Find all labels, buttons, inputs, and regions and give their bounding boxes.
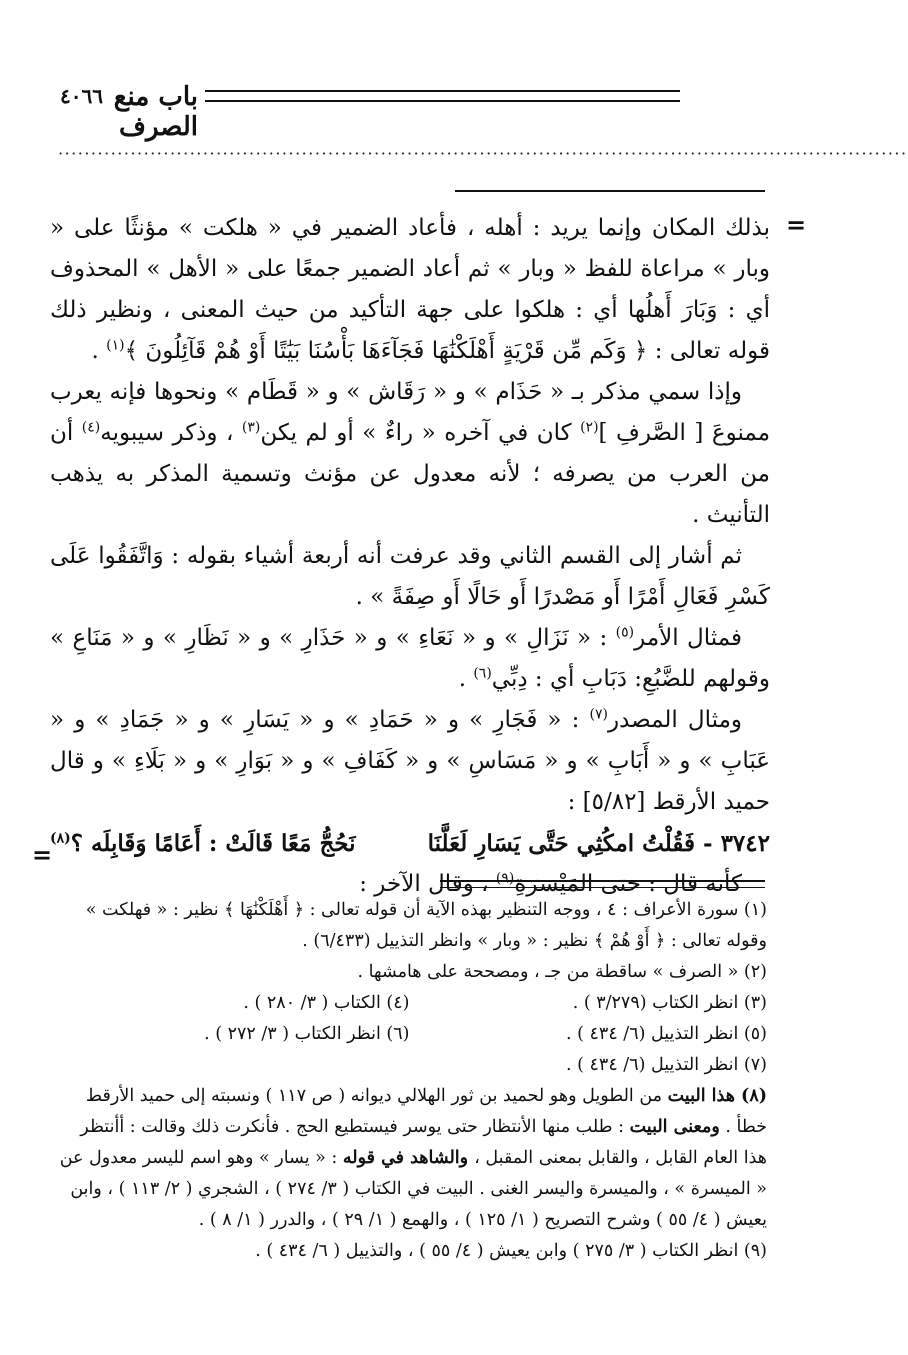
footnote-ref-8: (٨) xyxy=(50,830,71,847)
paragraph-1 xyxy=(50,208,770,372)
paragraph-4-text-b: : « نَزَالِ » و « نَعَاءِ » و « حَذَارِ » و « نَظَارِ » و « مَنَاعِ » وقولهم للضَّبُعِ: دَبَابِ أي : دِبِّي xyxy=(50,625,770,692)
dotted-separator: ································································································································· xyxy=(58,144,908,163)
footnote-8-label-3: والشاهد في قوله xyxy=(342,1148,475,1168)
footnotes xyxy=(52,895,767,1267)
paragraph-6-text-a: كأنه قال : حتى المَيْسرَةِ xyxy=(514,871,742,897)
paragraph-1-text: بذلك المكان وإنما يريد : أهله ، فأعاد الضمير في « هلكت » مؤنثًا على « وبار » مراعاة للفظ « وبار » ثم أعاد الضمير جمعًا على « الأهل » المحذوف أي : وَبَارَ أَهلُها أي : هلكوا على جهة التأكيد من حيث المعنى ، ونظير ذلك قوله تعالى : ﴿ وَكَم مِّن قَرْيَةٍ أَهْلَكْنَٰهَا فَجَآءَهَا بَأْسُنَا بَيَٰتًا أَوْ هُمْ قَآئِلُونَ ﴾ xyxy=(50,215,770,364)
paragraph-1-end: . xyxy=(91,338,107,364)
footnote-row-5-6 xyxy=(52,1019,767,1050)
footnote-7: (٧) انظر التذييل (٦/ ٤٣٤ ) . xyxy=(566,1055,767,1075)
paragraph-5 xyxy=(50,700,770,823)
footnote-4: (٤) الكتاب ( ٣/ ٢٨٠ ) . xyxy=(243,993,410,1013)
footnote-8-text-c: : « يسار » وهو اسم لليسر معدول عن « الميسرة » ، والميسرة واليسر الغنى . البيت في الكتاب ( ٣/ ٢٧٤ ) ، الشجري ( ٢/ ١١٣ ) ، وابن يعيش ( ٤/ ٥٥ ) وشرح التصريح ( ١/ ١٢٥ ) ، والهمع ( ١/ ٢٩ ) ، والدرر ( ١/ ٨ ) . xyxy=(59,1148,767,1230)
footnote-2: (٢) « الصرف » ساقطة من جـ ، ومصححة على هامشها . xyxy=(357,962,767,982)
paragraph-6-text-b: ، وقال الآخر : xyxy=(359,871,496,897)
footnote-ref-1: (١) xyxy=(106,337,125,354)
footnote-ref-3: (٣) xyxy=(241,419,261,436)
paragraph-5-text-b: : « فَجَارِ » و « حَمَادِ » و « يَسَارِ » و « جَمَادِ » و « عَبَابِ » و « أَبَابِ » و « مَسَاسِ » و « كَفَافِ » و « بَوَارِ » و « بَلَاءِ » و قال حميد الأرقط [٥/٨٢] : xyxy=(50,707,770,815)
paragraph-2-text-d: أن من العرب من يصرفه ؛ لأنه معدول عن مؤنث وتسمية المذكر به يذهب التأنيث . xyxy=(50,420,770,528)
paragraph-4 xyxy=(50,618,770,700)
main-text xyxy=(50,208,770,905)
footnote-rule xyxy=(440,880,765,888)
chapter-title: باب منع الصرف xyxy=(113,82,198,142)
footnote-ref-2: (٢) xyxy=(580,419,599,436)
continuation-mark-top: = xyxy=(786,210,807,239)
footnote-ref-9: (٩) xyxy=(495,870,515,887)
footnote-6: (٦) انظر الكتاب ( ٣/ ٢٧٢ ) . xyxy=(204,1024,410,1044)
footnote-8 xyxy=(52,1081,767,1236)
footnote-ref-7: (٧) xyxy=(589,706,608,723)
continuation-mark-bottom: = xyxy=(32,840,53,869)
paragraph-5-text-a: ومثال المصدر xyxy=(607,707,742,733)
footnote-8-label-2: ومعنى البيت xyxy=(629,1117,720,1137)
footnote-ref-6: (٦) xyxy=(473,665,492,682)
paragraph-2-text-c: ، وذكر سيبويه xyxy=(100,420,242,446)
paragraph-3: ثم أشار إلى القسم الثاني وقد عرفت أنه أربعة أشياء بقوله : وَاتَّفَقُوا عَلَى كَسْرِ فَعَالِ أَمْرًا أَو مَصْدرًا أَو حَالًا أَو صِفَةً » . xyxy=(50,543,770,610)
footnote-8-label: (٨) هذا البيت xyxy=(667,1086,767,1106)
footnote-8-text-a: من الطويل وهو لحميد بن ثور الهلالي ديوانه ( ص ١١٧ ) ونسبته إلى حميد الأرقط خطأ . xyxy=(85,1086,767,1137)
footnote-ref-4: (٤) xyxy=(81,419,101,436)
paragraph-4-text-a: فمثال الأمر xyxy=(634,625,742,651)
footnote-1: (١) سورة الأعراف : ٤ ، ووجه التنظير بهذه الآية أن قوله تعالى : ﴿ أَهْلَكْنَٰهَا ﴾ نظير : « فهلكت » وقوله تعالى : ﴿ أَوْ هُمْ ﴾ نظير : « وبار » وانظر التذييل (٦/٤٣٣) . xyxy=(85,900,767,951)
footnote-ref-5: (٥) xyxy=(615,624,635,641)
verse-second-text: نَحُجُّ مَعًا قَالَتْ : أَعَامًا وَقَابِلَه ؟ xyxy=(70,830,356,857)
footnote-row-3-4 xyxy=(52,988,767,1019)
footnote-8-text-b: : طلب منها الأنتظار حتى يوسر فيستطيع الحج . فأنكرت ذلك وقالت : أأنتظر هذا العام القابل ، والقابل بمعنى المقبل ، xyxy=(80,1117,767,1168)
footnote-5: (٥) انظر التذييل (٦/ ٤٣٤ ) . xyxy=(566,1024,767,1044)
footnote-9: (٩) انظر الكتاب ( ٣/ ٢٧٥ ) وابن يعيش ( ٤/ ٥٥ ) ، والتذييل ( ٦/ ٤٣٤ ) . xyxy=(255,1241,767,1261)
paragraph-4-text-c: . xyxy=(458,666,474,692)
verse-second-hemistich xyxy=(50,823,356,864)
header-double-rule xyxy=(205,90,680,102)
paragraph-2-text-a: وإذا سمي مذكر بـ « حَذَام » و « رَقَاش » و « قَطَام » ونحوها فإنه يعرب ممنوعَ [ الصَّرفِ ] xyxy=(50,379,771,446)
verse-first-hemistich: ٣٧٤٢ - فَقُلْتُ امكُثِي حَتَّى يَسَارِ لَعَلَّنَا xyxy=(427,830,770,857)
page-number: ٤٠٦٦ xyxy=(60,84,103,108)
poetry-verse xyxy=(50,823,770,864)
paragraph-2 xyxy=(50,372,770,536)
top-rule xyxy=(455,190,765,192)
footnote-3: (٣) انظر الكتاب (٣/٢٧٩ ) . xyxy=(572,993,767,1013)
paragraph-2-text-b: كان في آخره « راءٌ » أو لم يكن xyxy=(260,420,581,446)
